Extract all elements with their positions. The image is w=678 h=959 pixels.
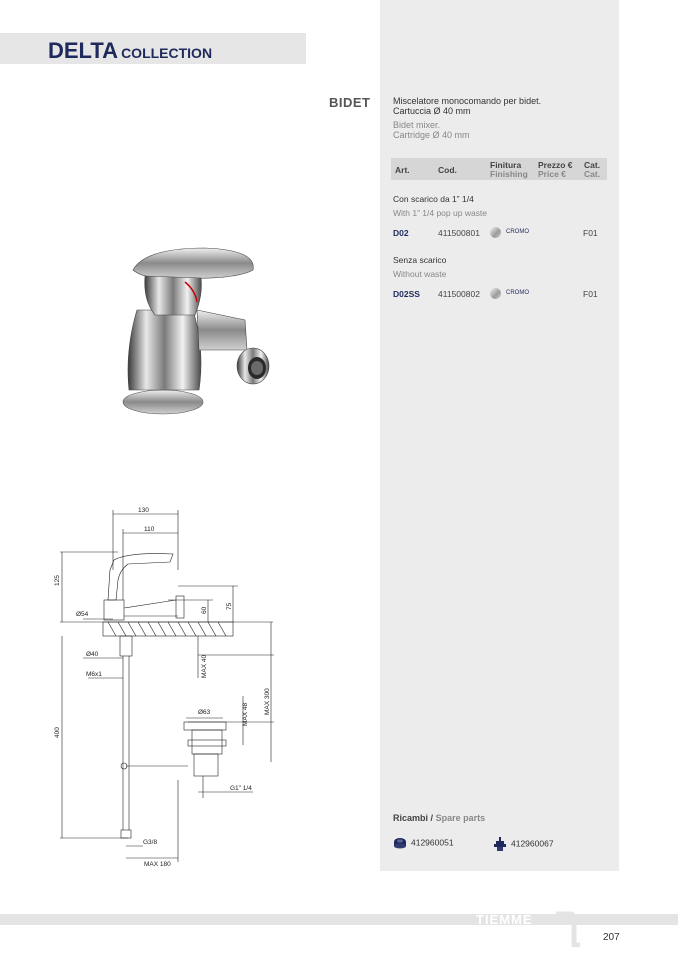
header-cat-en: Cat. xyxy=(584,169,601,179)
description-en-line1: Bidet mixer. xyxy=(393,120,441,130)
header-price xyxy=(538,161,573,179)
header-finish xyxy=(490,161,528,179)
spare-parts-title xyxy=(393,813,485,823)
spare-part-code: 412960067 xyxy=(511,838,554,849)
description-it-line2: Cartuccia Ø 40 mm xyxy=(393,106,471,116)
group-title-it: Senza scarico xyxy=(393,255,447,265)
dim-75: 75 xyxy=(226,602,233,610)
header-cat-it: Cat. xyxy=(584,160,601,170)
row-finish: CROMO xyxy=(506,290,529,296)
chrome-swatch-icon xyxy=(490,288,501,299)
header-price-it: Prezzo € xyxy=(538,160,573,170)
dim-max300: MAX 300 xyxy=(264,688,271,715)
spare-part-item xyxy=(393,837,454,849)
dim-400: 400 xyxy=(54,727,61,738)
dim-d63: Ø63 xyxy=(198,709,211,716)
group-title-it: Con scarico da 1” 1/4 xyxy=(393,194,474,204)
dim-d40: Ø40 xyxy=(86,651,99,658)
dim-d54: Ø54 xyxy=(76,611,89,618)
spare-part-item xyxy=(493,837,554,851)
cartridge-icon xyxy=(393,837,407,849)
dim-g1-1-4: G1" 1/4 xyxy=(230,785,252,792)
row-finish: CROMO xyxy=(506,229,529,235)
header-cod: Cod. xyxy=(438,165,457,175)
footer-logo: TIEMME xyxy=(476,912,533,927)
dim-g3-8: G3/8 xyxy=(143,839,158,846)
collection-title xyxy=(48,38,212,64)
row-cat: F01 xyxy=(583,228,598,238)
page-number: 207 xyxy=(603,932,620,943)
header-cat xyxy=(584,161,600,179)
row-code: 411500802 xyxy=(438,289,480,299)
collection-label: COLLECTION xyxy=(121,45,213,61)
header-art: Art. xyxy=(395,165,410,175)
dim-60: 60 xyxy=(201,606,208,614)
dim-110: 110 xyxy=(144,526,155,533)
spare-part-code: 412960051 xyxy=(411,837,454,848)
row-cat: F01 xyxy=(583,289,598,299)
dim-m6x1: M6x1 xyxy=(86,671,102,678)
dim-max40: MAX 40 xyxy=(201,654,208,678)
table-row xyxy=(393,228,605,240)
description-it-line1: Miscelatore monocomando per bidet. xyxy=(393,96,542,106)
row-art: D02 xyxy=(393,228,409,238)
row-art: D02SS xyxy=(393,289,420,299)
dim-max180: MAX 180 xyxy=(144,861,171,868)
table-row xyxy=(393,289,605,301)
group-title-en: Without waste xyxy=(393,269,447,279)
technical-drawing xyxy=(48,500,288,880)
spare-parts-title-it: Ricambi xyxy=(393,813,429,823)
group-title xyxy=(393,194,487,219)
spare-parts-separator: / xyxy=(430,813,434,823)
header-finish-en: Finishing xyxy=(490,169,528,179)
bidet-mixer-image xyxy=(115,240,275,425)
pop-up-waste-icon xyxy=(493,837,507,851)
spare-parts-title-en: Spare parts xyxy=(435,813,486,823)
description-en-line2: Cartridge Ø 40 mm xyxy=(393,130,470,140)
section-title: BIDET xyxy=(329,95,371,110)
header-price-en: Price € xyxy=(538,169,566,179)
product-description xyxy=(393,96,541,140)
group-title xyxy=(393,255,446,280)
row-code: 411500801 xyxy=(438,228,480,238)
dim-max48: MAX 48 xyxy=(242,702,249,726)
chrome-swatch-icon xyxy=(490,227,501,238)
dim-130: 130 xyxy=(138,507,149,514)
table-header xyxy=(391,158,607,180)
header-finish-it: Finitura xyxy=(490,160,522,170)
group-title-en: With 1” 1/4 pop up waste xyxy=(393,208,488,218)
brand-name: DELTA xyxy=(48,38,119,63)
dim-125: 125 xyxy=(54,575,61,586)
